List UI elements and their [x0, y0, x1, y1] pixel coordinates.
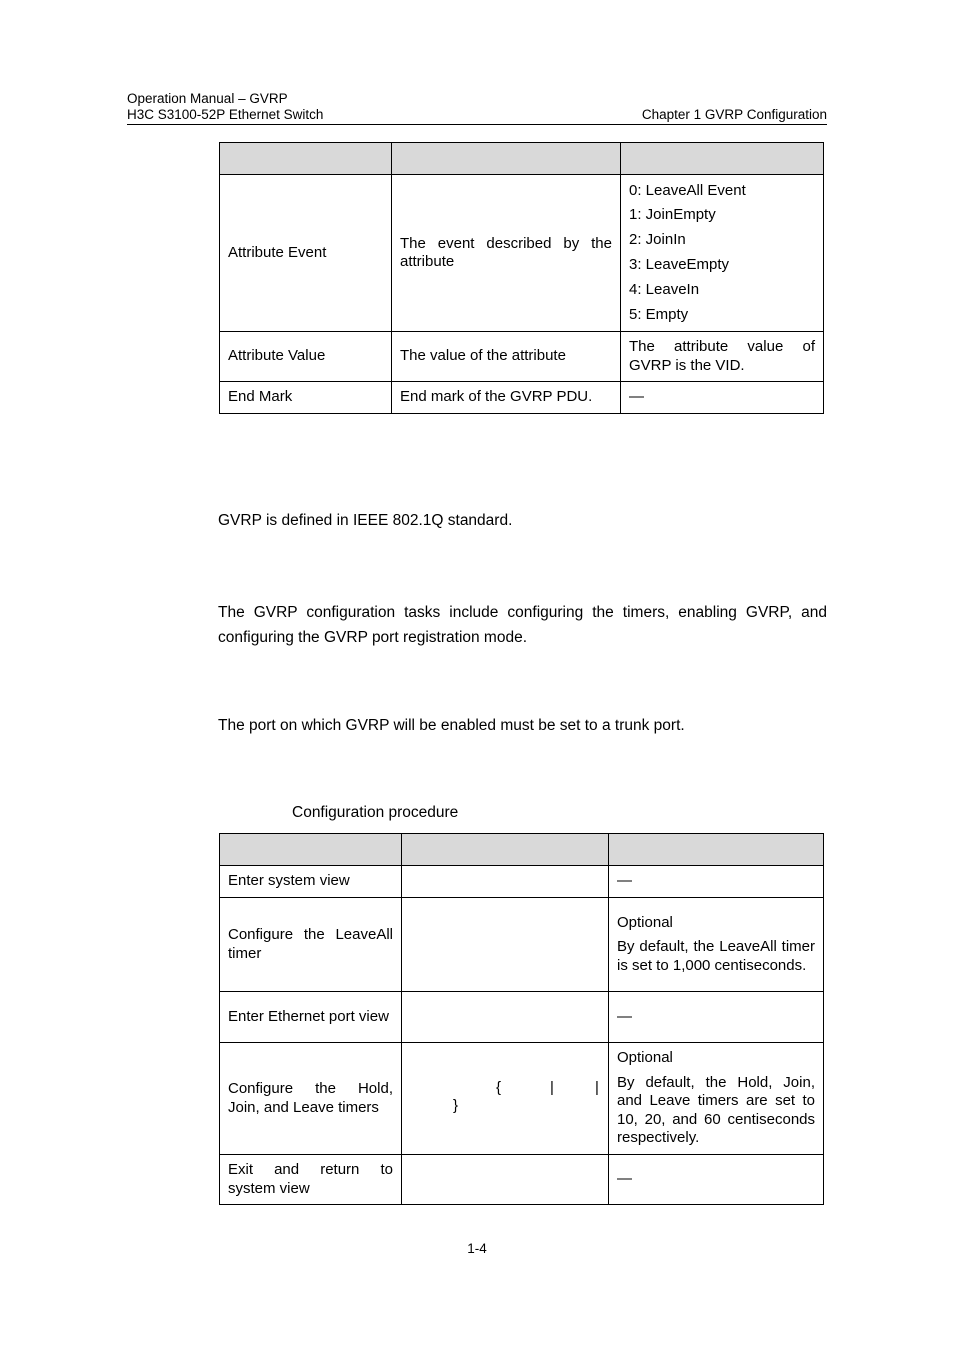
value-line: 0: LeaveAll Event	[629, 181, 746, 199]
remarks-detail: By default, the Hold, Join, and Leave timers are set to 10, 20, and 60 centiseconds respectively.	[617, 1073, 815, 1147]
description-cell	[392, 175, 621, 332]
table-row	[220, 382, 824, 414]
header-cell	[220, 143, 392, 175]
table-row	[220, 992, 824, 1043]
value-line: 3: LeaveEmpty	[629, 256, 730, 273]
brace-open-glyph: {	[496, 1078, 502, 1096]
remarks-cell: —	[609, 992, 824, 1043]
table-header-row	[220, 143, 824, 175]
command-cell	[402, 1155, 609, 1205]
header-product-name: H3C S3100-52P Ethernet Switch	[127, 107, 324, 122]
remarks-detail: By default, the LeaveAll timer is set to 1,000 centiseconds.	[617, 938, 815, 974]
operation-cell: Enter Ethernet port view	[220, 992, 402, 1043]
remarks-optional: Optional	[617, 913, 673, 931]
remarks-cell	[609, 1043, 824, 1155]
value-line: 4: LeaveIn	[629, 280, 700, 298]
table-row	[220, 866, 824, 898]
command-cell	[402, 866, 609, 898]
operation-cell: Enter system view	[220, 866, 402, 898]
value-line: 2: JoinIn	[629, 231, 686, 249]
gvrp-pdu-table	[219, 142, 824, 414]
pipe-glyph: |	[550, 1078, 554, 1096]
remarks-optional: Optional	[617, 1049, 673, 1067]
header-rule	[127, 124, 827, 125]
command-cell	[402, 992, 609, 1043]
value-cell	[621, 332, 824, 382]
page-number: 1-4	[467, 1241, 487, 1256]
header-cell	[609, 834, 824, 866]
field-cell: Attribute Value	[220, 332, 392, 382]
header-chapter: Chapter 1 GVRP Configuration	[641, 107, 827, 122]
paragraph-prerequisite: The port on which GVRP will be enabled must be set to a trunk port.	[218, 717, 685, 734]
header-cell	[220, 834, 402, 866]
table-caption: Configuration procedure	[292, 804, 459, 821]
command-syntax	[402, 1079, 608, 1119]
paragraph-tasks: The GVRP configuration tasks include configuring the timers, enabling GVRP, and configuring the GVRP port registration mode.	[218, 604, 827, 646]
value-cell	[621, 175, 824, 332]
value-cell: —	[621, 382, 824, 414]
paragraph-standard: GVRP is defined in IEEE 802.1Q standard.	[218, 512, 513, 529]
command-cell	[402, 1043, 609, 1155]
remarks-cell	[609, 898, 824, 992]
header-cell	[392, 143, 621, 175]
field-cell: Attribute Event	[220, 175, 392, 332]
table-header-row	[220, 834, 824, 866]
description-cell: End mark of the GVRP PDU.	[392, 382, 621, 414]
table-row	[220, 175, 824, 332]
table-row	[220, 332, 824, 382]
command-cell	[402, 898, 609, 992]
header-manual-title: Operation Manual – GVRP	[127, 91, 288, 106]
table-row	[220, 898, 824, 992]
pipe-glyph: |	[595, 1078, 599, 1096]
operation-cell: Configure the LeaveAll timer	[220, 898, 402, 992]
field-cell: End Mark	[220, 382, 392, 414]
table-row	[220, 1043, 824, 1155]
value-line: The attribute value of	[629, 338, 815, 355]
operation-cell: Configure the Hold, Join, and Leave timers	[220, 1043, 402, 1155]
operation-cell: Exit and return to system view	[220, 1155, 402, 1205]
remarks-cell: —	[609, 1155, 824, 1205]
description-text: The event described by the attribute	[400, 234, 612, 270]
value-line: 5: Empty	[629, 305, 689, 323]
value-line: GVRP is the VID.	[629, 356, 745, 374]
header-cell	[621, 143, 824, 175]
remarks-cell: —	[609, 866, 824, 898]
configuration-procedure-table	[219, 833, 824, 1205]
brace-close-glyph: }	[453, 1096, 459, 1114]
description-cell: The value of the attribute	[392, 332, 621, 382]
value-line: 1: JoinEmpty	[629, 206, 716, 224]
header-cell	[402, 834, 609, 866]
table-row	[220, 1155, 824, 1205]
